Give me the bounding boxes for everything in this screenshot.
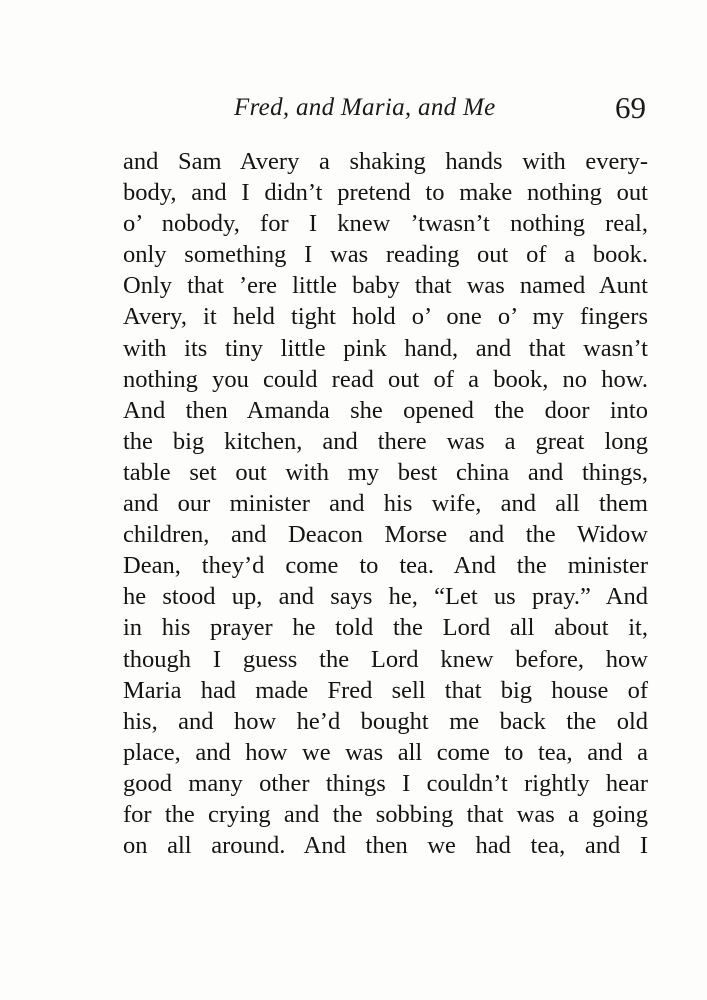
body-text	[123, 146, 648, 861]
text-line: Avery, it held tight hold o’ one o’ my fingers	[123, 303, 648, 331]
text-line: body, and I didn’t pretend to make nothing out	[123, 179, 648, 207]
text-line: for the crying and the sobbing that was a going	[123, 800, 648, 828]
text-line: in his prayer he told the Lord all about it,	[123, 614, 648, 642]
text-line: Dean, they’d come to tea. And the minister	[123, 552, 648, 580]
text-line: Maria had made Fred sell that big house of	[123, 676, 648, 704]
text-line: his, and how he’d bought me back the old	[123, 707, 648, 735]
text-line: place, and how we was all come to tea, and a	[123, 738, 648, 766]
text-line: table set out with my best china and things,	[123, 458, 648, 486]
text-line: and Sam Avery a shaking hands with every-	[123, 148, 648, 175]
page-number: 69	[615, 90, 646, 125]
text-line: nothing you could read out of a book, no how.	[123, 365, 648, 393]
text-line: he stood up, and says he, “Let us pray.” And	[123, 583, 648, 611]
running-head	[0, 92, 707, 132]
text-line: o’ nobody, for I knew ’twasn’t nothing real,	[123, 210, 648, 238]
text-line: and our minister and his wife, and all them	[123, 490, 648, 518]
text-line: with its tiny little pink hand, and that wasn’t	[123, 334, 648, 362]
text-line: And then Amanda she opened the door into	[123, 396, 648, 424]
text-line: children, and Deacon Morse and the Widow	[123, 521, 648, 549]
text-line: only something I was reading out of a book.	[123, 241, 648, 269]
text-line: the big kitchen, and there was a great long	[123, 427, 648, 455]
text-line: good many other things I couldn’t rightly hear	[123, 769, 648, 797]
text-line: though I guess the Lord knew before, how	[123, 645, 648, 673]
text-line: on all around. And then we had tea, and I	[123, 832, 648, 860]
running-title: Fred, and Maria, and Me	[234, 94, 496, 121]
text-line: Only that ’ere little baby that was named Aunt	[123, 272, 648, 300]
